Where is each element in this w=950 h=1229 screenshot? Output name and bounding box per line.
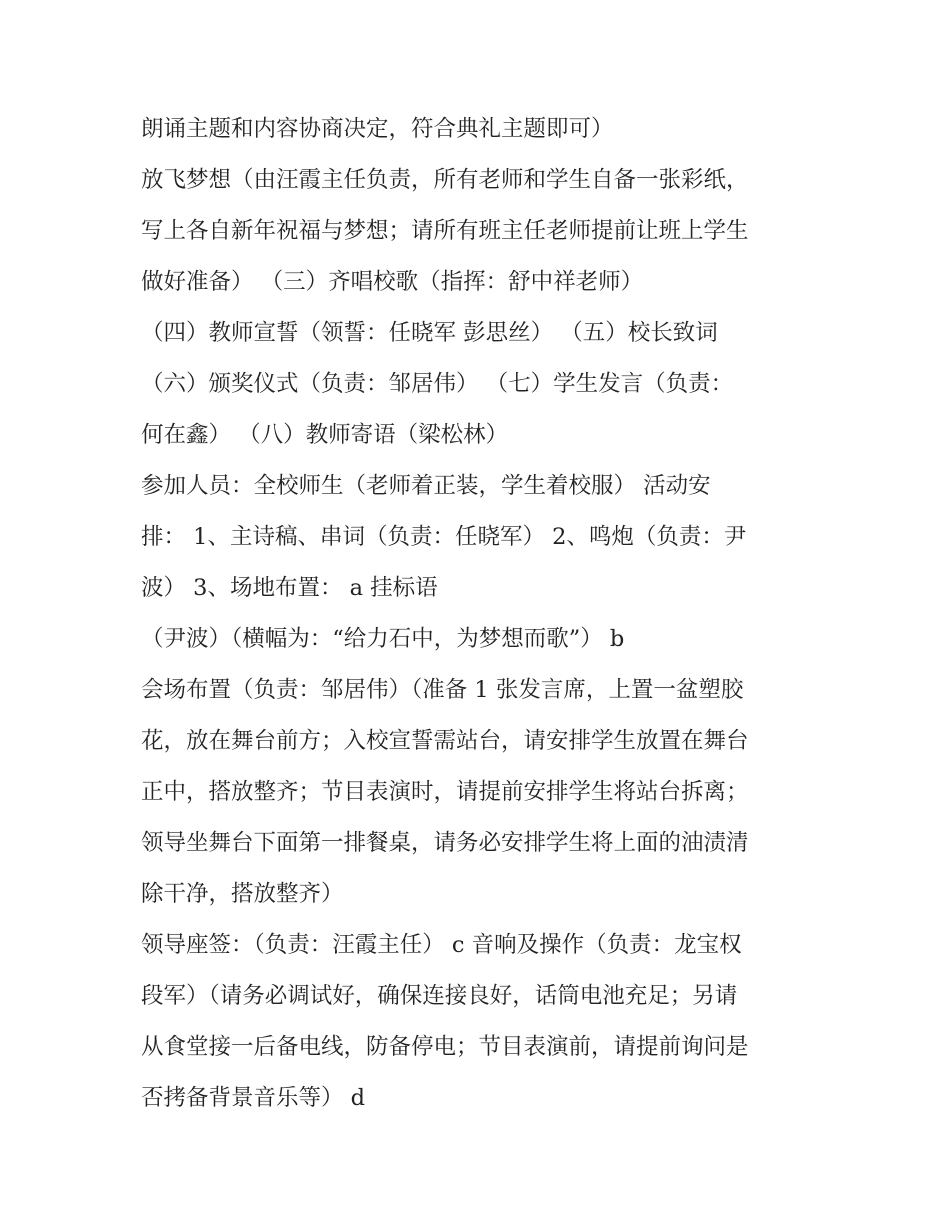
text-line: 领导坐舞台下面第一排餐桌，请务必安排学生将上面的油渍清 xyxy=(141,830,749,856)
document-body xyxy=(141,104,821,1124)
text-line: 做好准备） （三）齐唱校歌（指挥：舒中祥老师） xyxy=(141,269,644,295)
text-line: 参加人员：全校师生（老师着正装，学生着校服） 活动安 xyxy=(141,473,711,499)
text-line: 领导座签：（负责：汪霞主任） c 音响及操作（负责：龙宝权 xyxy=(141,932,742,958)
text-line: 除干净，搭放整齐） xyxy=(141,881,344,907)
text-line: 写上各自新年祝福与梦想；请所有班主任老师提前让班上学生 xyxy=(141,218,749,244)
text-line: 从食堂接一后备电线，防备停电；节目表演前，请提前询问是 xyxy=(141,1034,749,1060)
text-line: 何在鑫） （八）教师寄语（梁松林） xyxy=(141,422,509,448)
text-line: （四）教师宣誓（领誓：任晓军 彭思丝） （五）校长致词 xyxy=(141,320,718,346)
text-line: 正中，搭放整齐；节目表演时，请提前安排学生将站台拆离； xyxy=(141,779,749,805)
text-line: 波） 3、场地布置： a 挂标语 xyxy=(141,575,438,601)
text-line: 否拷备背景音乐等） d xyxy=(141,1085,366,1111)
text-line: （六）颁奖仪式（负责：邹居伟） （七）学生发言（负责： xyxy=(141,371,734,397)
text-line: 放飞梦想（由汪霞主任负责，所有老师和学生自备一张彩纸， xyxy=(141,167,749,193)
text-line: 排： 1、主诗稿、串词（负责：任晓军） 2、鸣炮（负责：尹 xyxy=(141,524,747,550)
text-line: 花，放在舞台前方；入校宣誓需站台，请安排学生放置在舞台 xyxy=(141,728,749,754)
text-line: （尹波）（横幅为：“给力石中，为梦想而歌”） b xyxy=(141,626,625,652)
text-line: 朗诵主题和内容协商决定，符合典礼主题即可） xyxy=(141,116,614,142)
text-line: 会场布置（负责：邹居伟）（准备 1 张发言席，上置一盆塑胶 xyxy=(141,677,744,703)
text-line: 段军）（请务必调试好，确保连接良好，话筒电池充足；另请 xyxy=(141,983,738,1009)
